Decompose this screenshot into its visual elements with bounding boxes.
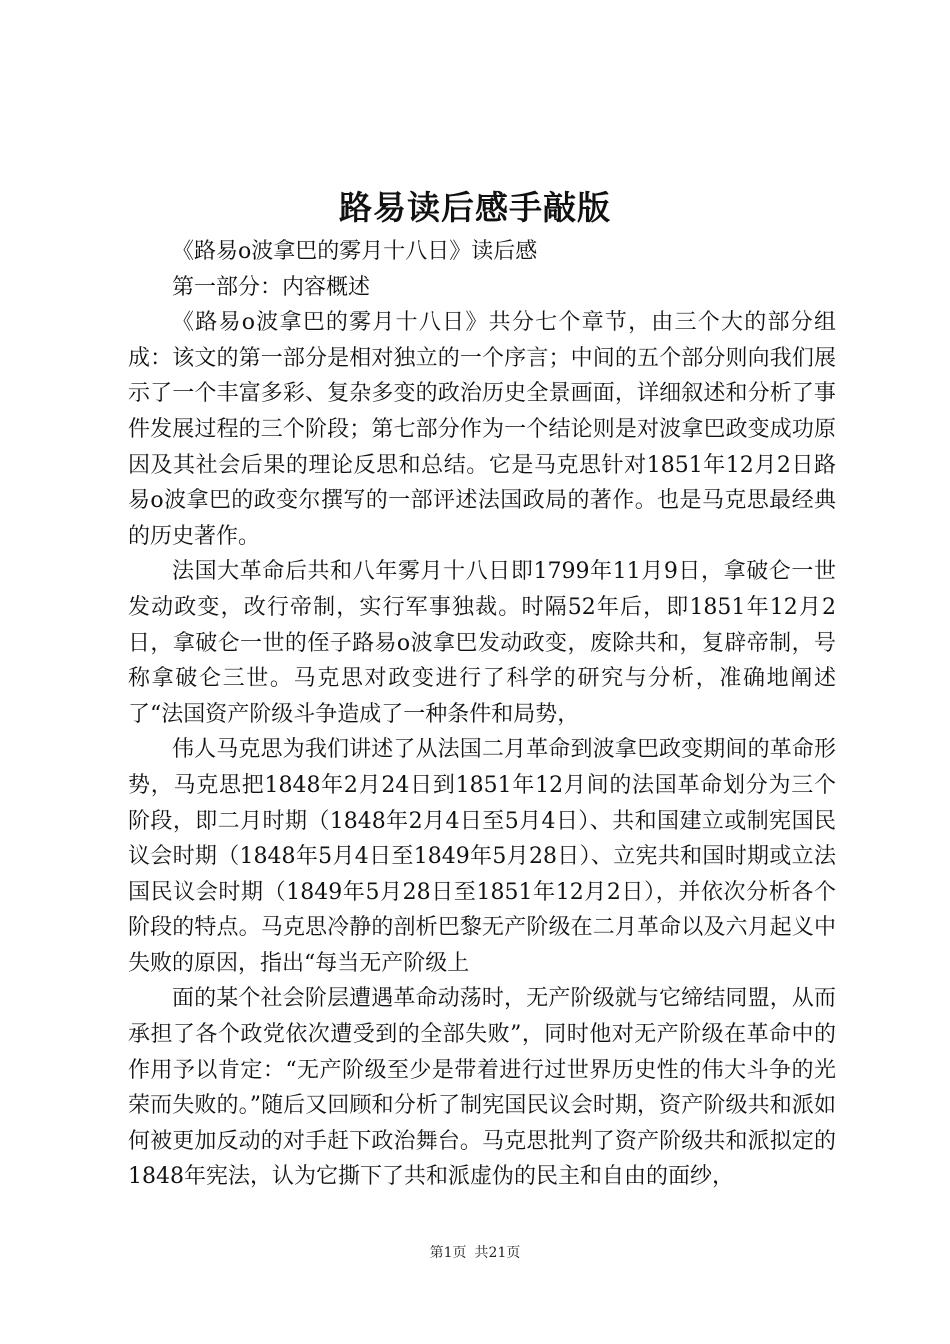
paragraph-overview: 《路易o波拿巴的雾月十八日》共分七个章节，由三个大的部分组成：该文的第一部分是相对独立的一个序言；中间的五个部分则向我们展示了一个丰富多彩、复杂多变的政治历史全景画面，详细叙述和分析了事件发展过程的三个阶段；第七部分作为一个结论则是对波拿巴政变成功原因及其社会后果的理论反思和总结。它是马克思针对1851年12月2日路易o波拿巴的政变尔撰写的一部评述法国政局的著作。也是马克思最经典的历史著作。	[128, 310, 836, 549]
page-footer	[0, 1241, 950, 1265]
document-title: 路易读后感手敲版	[339, 188, 611, 227]
paragraph-analysis: 面的某个社会阶层遭遇革命动荡时，无产阶级就与它缔结同盟，从而承担了各个政党依次遭受到的全部失败”，同时他对无产阶级在革命中的作用予以肯定：“无产阶级至少是带着进行过世界历史性的伟大斗争的光荣而失败的。”随后又回顾和分析了制宪国民议会时期，资产阶级共和派如何被更加反动的对手赶下政治舞台。马克思批判了资产阶级共和派拟定的1848年宪法，认为它撕下了共和派虚伪的民主和自由的面纱，	[128, 986, 836, 1190]
page-total: 共21页	[474, 1245, 521, 1261]
paragraph-subtitle: 《路易o波拿巴的雾月十八日》读后感	[172, 239, 538, 264]
page-number: 第1页	[429, 1245, 467, 1261]
document-body	[128, 234, 836, 1195]
paragraph-background: 法国大革命后共和八年雾月十八日即1799年11月9日，拿破仑一世发动政变，改行帝制，实行军事独裁。时隔52年后，即1851年12月2日，拿破仑一世的侄子路易o波拿巴发动政变，废除共和，复辟帝制，号称拿破仑三世。马克思对政变进行了科学的研究与分析，准确地阐述了“法国资产阶级斗争造成了一种条件和局势，	[128, 559, 836, 727]
paragraph-revolution-stages: 伟人马克思为我们讲述了从法国二月革命到波拿巴政变期间的革命形势，马克思把1848年2月24日到1851年12月间的法国革命划分为三个阶段，即二月时期（1848年2月4日至5月4日）、共和国建立或制宪国民议会时期（1848年5月4日至1849年5月28日）、立宪共和国时期或立法国民议会时期（1849年5月28日至1851年12月2日），并依次分析各个阶段的特点。马克思冷静的剖析巴黎无产阶级在二月革命以及六月起义中失败的原因，指出“每当无产阶级上	[128, 737, 836, 976]
paragraph-section-heading: 第一部分：内容概述	[172, 274, 371, 300]
